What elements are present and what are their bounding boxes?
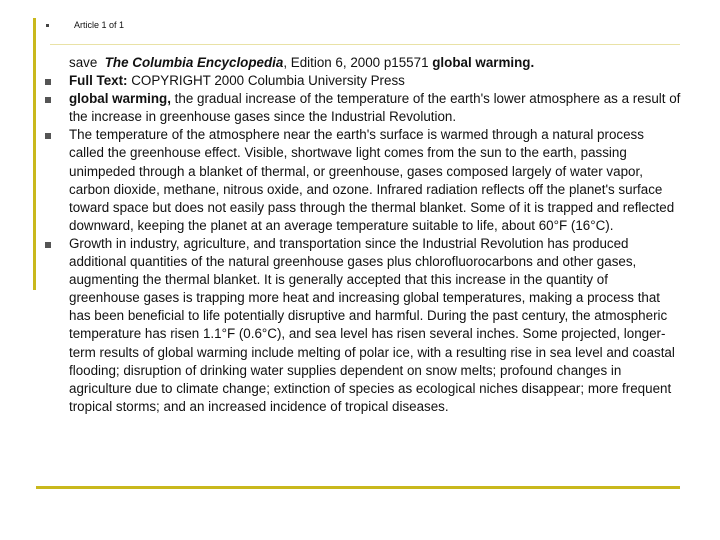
square-bullet-icon [45, 133, 51, 139]
source-title: The Columbia Encyclopedia [104, 55, 284, 70]
list-item [69, 126, 681, 235]
header-divider [50, 44, 680, 45]
list-item [69, 235, 681, 416]
list-item [69, 90, 681, 126]
definition-text: the gradual increase of the temperature of the earth's lower atmosphere as a result of the increase in greenhouse gases since the Industrial Revolution. [69, 91, 681, 125]
list-item [69, 72, 681, 90]
growth-paragraph: Growth in industry, agriculture, and transportation since the Industrial Revolution has produced additional quantities of the natural greenhouse gases plus chlorofluorocarbons and other gases, augmenting the thermal blanket. It is generally accepted that this increase in the quantity of greenhouse gases is trapping more heat and increasing global temperatures, making a process that has been beneficial to life potentially disruptive and harmful. During the past century, the atmospheric temperature has risen 1.1°F (0.6°C), and sea level has risen several inches. Some projected, longer-term results of global warming include melting of polar ice, with a resulting rise in sea level and coastal flooding; disruption of drinking water supplies dependent on snow melts; profound changes in agriculture due to climate change; extinction of species as ecological niches disappear; more frequent tropical storms; and an increased incidence of tropical diseases. [69, 235, 675, 414]
small-bullet-icon [46, 24, 49, 27]
save-link[interactable]: save [69, 55, 98, 70]
square-bullet-icon [45, 97, 51, 103]
greenhouse-effect-paragraph: The temperature of the atmosphere near the earth's surface is warmed through a natural process called the greenhouse effect. Visible, shortwave light comes from the sun to the earth, passing unimpeded through a blanket of thermal, or greenhouse, gases composed largely of water vapor, carbon dioxide, methane, nitrous oxide, and ozone. Infrared radiation reflects off the planet's surface toward space but does not easily pass through the thermal blanket. Some of it is trapped and reflected downward, keeping the planet at an average temperature suitable to life, about 60°F (16°C). [69, 127, 675, 233]
accent-vertical-bar [33, 18, 36, 290]
article-topic: global warming. [432, 55, 535, 70]
article-body [69, 54, 681, 416]
header-title: Article 1 of 1 [74, 20, 125, 30]
copyright-text: COPYRIGHT 2000 Columbia University Press [127, 73, 405, 89]
footer-divider [36, 486, 680, 489]
source-details: , Edition 6, 2000 p15571 [283, 55, 429, 70]
square-bullet-icon [45, 242, 51, 248]
square-bullet-icon [45, 79, 51, 85]
full-text-label: Full Text: [69, 73, 128, 89]
source-line [69, 54, 681, 72]
definition-term: global warming, [69, 91, 171, 107]
header [46, 20, 124, 30]
